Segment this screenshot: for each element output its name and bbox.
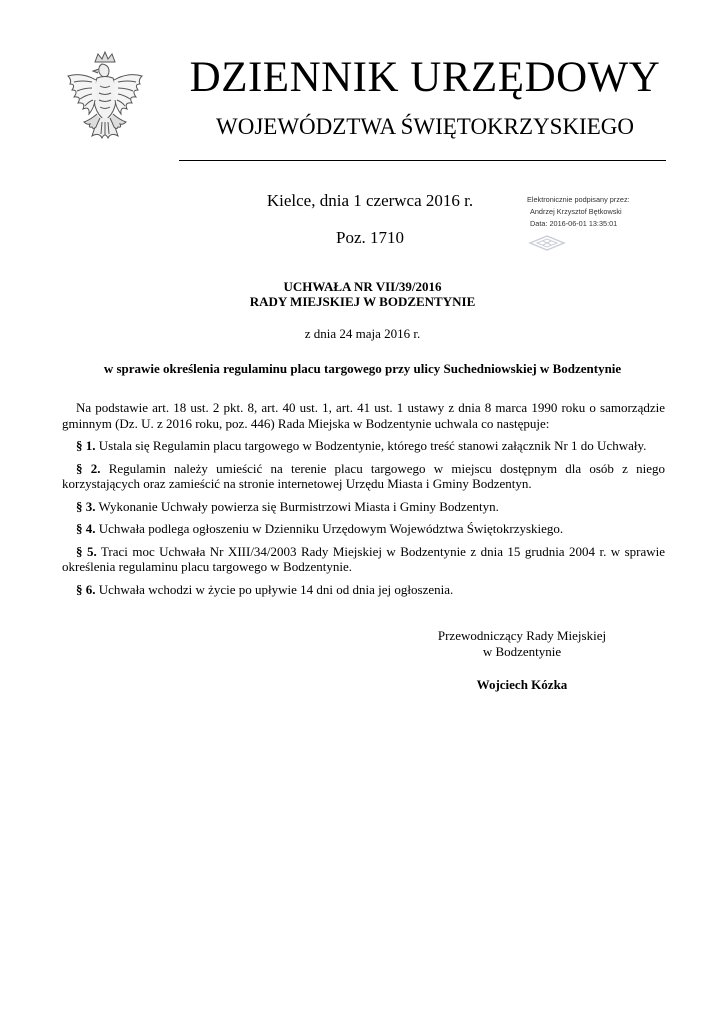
section-paragraph <box>62 438 665 454</box>
section-number: § 1. <box>76 438 96 453</box>
signature-label: Elektronicznie podpisany przez: <box>527 195 630 204</box>
section-number: § 3. <box>76 498 96 514</box>
gazette-subtitle: WOJEWÓDZTWA ŚWIĘTOKRZYSKIEGO <box>216 114 634 139</box>
section-text: Traci moc Uchwała Nr XIII/34/2003 Rady Miejskiej w Bodzentynie z dnia 15 grudnia 2004 r. w sprawie określenia regulaminu placu targowego w Bodzentynie. <box>62 543 666 574</box>
section-paragraph <box>62 582 665 598</box>
section-number: § 4. <box>76 521 96 536</box>
preamble-paragraph: Na podstawie art. 18 ust. 2 pkt. 8, art. 40 ust. 1, art. 41 ust. 1 ustawy z dnia 8 marca 1990 roku o samorządzie gminnym (Dz. U. z 2016 roku, poz. 446) Rada Miejska w Bodzentynie uchwala co następuje: <box>62 400 665 431</box>
publication-position: Poz. 1710 <box>336 228 404 247</box>
resolution-date: z dnia 24 maja 2016 r. <box>304 326 421 341</box>
section-paragraph <box>62 544 665 575</box>
chairman-name: Wojciech Kózka <box>476 677 568 692</box>
signature-date: Data: 2016-06-01 13:35:01 <box>530 219 618 228</box>
electronic-signature-box <box>522 194 682 264</box>
publication-date: Kielce, dnia 1 czerwca 2016 r. <box>266 191 474 210</box>
resolution-subject: w sprawie określenia regulaminu placu targowego przy ulicy Suchedniowskiej w Bodzentynie <box>103 361 622 376</box>
header-divider <box>179 160 666 161</box>
section-text: Ustala się Regulamin placu targowego w Bodzentynie, którego treść stanowi załącznik Nr 1 do Uchwały. <box>98 438 647 453</box>
section-paragraph <box>62 521 665 537</box>
gazette-title: DZIENNIK URZĘDOWY <box>189 54 661 101</box>
resolution-body <box>62 400 665 604</box>
polish-eagle-emblem-icon <box>62 50 148 158</box>
section-number: § 6. <box>76 581 96 597</box>
signature-validity-icon <box>528 234 566 252</box>
resolution-number: UCHWAŁA NR VII/39/2016 <box>283 279 442 294</box>
section-text: Regulamin należy umieścić na terenie placu targowego w miejscu dostępnym dla osób z niego korzystających oraz zamieścić na stronie internetowej Urzędu Miasta i Gminy Bodzentyn. <box>62 460 666 491</box>
section-text: Uchwała wchodzi w życie po upływie 14 dni od dnia jej ogłoszenia. <box>98 581 454 597</box>
section-text: Wykonanie Uchwały powierza się Burmistrzowi Miasta i Gminy Bodzentyn. <box>98 498 499 514</box>
section-text: Uchwała podlega ogłoszeniu w Dzienniku Urzędowym Województwa Świętokrzyskiego. <box>98 521 564 536</box>
chairman-place: w Bodzentynie <box>482 644 562 659</box>
section-number: § 2. <box>76 460 101 476</box>
section-number: § 5. <box>76 543 97 559</box>
chairman-title: Przewodniczący Rady Miejskiej <box>437 628 607 643</box>
resolution-council: RADY MIEJSKIEJ W BODZENTYNIE <box>249 294 476 309</box>
section-paragraph <box>62 499 665 515</box>
signature-signer: Andrzej Krzysztof Bętkowski <box>530 207 622 216</box>
section-paragraph <box>62 461 665 492</box>
